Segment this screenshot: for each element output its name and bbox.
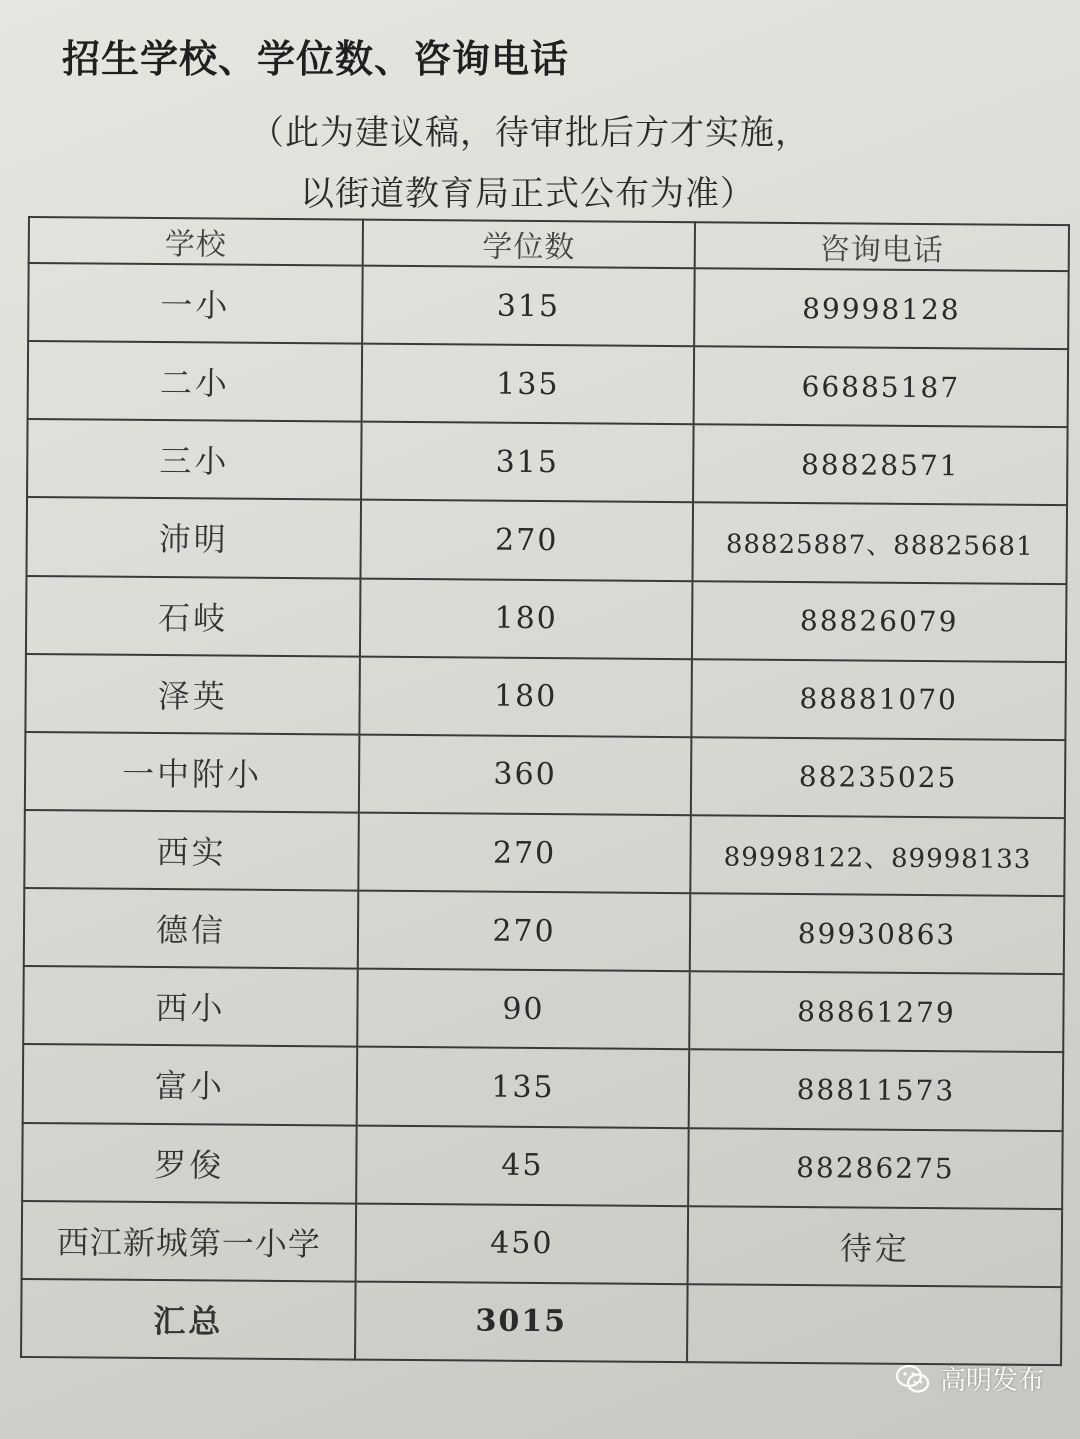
- seat-count: 270: [358, 891, 691, 972]
- school-name: 三小: [27, 419, 362, 500]
- table-row: [22, 1201, 1063, 1287]
- seat-count: 90: [357, 969, 690, 1050]
- school-name: 富小: [23, 1044, 358, 1125]
- table-row: [24, 888, 1065, 974]
- document-note-line2: 以街道教育局正式公布为准）: [300, 174, 755, 214]
- school-name: 西江新城第一小学: [22, 1201, 357, 1282]
- school-name: 沛明: [26, 497, 361, 578]
- document-title: 招生学校、学位数、咨询电话: [62, 37, 570, 81]
- enrollment-table: [20, 216, 1070, 1366]
- table-row: [22, 1123, 1063, 1209]
- school-name: 西实: [24, 810, 359, 891]
- table-row: [26, 497, 1067, 583]
- seat-count: 135: [357, 1047, 690, 1128]
- total-seat-count: 3015: [355, 1281, 688, 1362]
- school-name: 西小: [23, 966, 358, 1047]
- table-row: [23, 1044, 1064, 1130]
- header-school: 学校: [29, 217, 363, 266]
- school-name: 德信: [24, 888, 359, 969]
- phone-number: 89998128: [694, 268, 1069, 349]
- school-name: 二小: [28, 341, 363, 422]
- school-name: 一中附小: [25, 732, 360, 813]
- seat-count: 135: [362, 344, 695, 425]
- school-name: 一小: [28, 263, 363, 344]
- phone-number: 88881070: [691, 659, 1066, 740]
- table-row: [28, 263, 1069, 349]
- seat-count: 270: [358, 813, 691, 894]
- phone-number: 88828571: [693, 425, 1068, 506]
- school-name: 泽英: [25, 654, 360, 735]
- seat-count: 450: [356, 1203, 689, 1284]
- total-label: 汇总: [21, 1279, 356, 1360]
- table-row: [26, 576, 1067, 662]
- header-seats: 学位数: [363, 220, 695, 269]
- seat-count: 270: [360, 500, 693, 581]
- phone-number: 待定: [688, 1206, 1063, 1287]
- table-header-row: [29, 217, 1069, 271]
- phone-number: 89930863: [690, 893, 1065, 974]
- table-row: [27, 419, 1068, 505]
- seat-count: 45: [356, 1125, 689, 1206]
- school-name: 石岐: [26, 576, 361, 657]
- total-row: [21, 1279, 1062, 1365]
- enrollment-table-wrapper: [20, 216, 1068, 1366]
- table-row: [23, 966, 1064, 1052]
- phone-number: 88286275: [688, 1128, 1063, 1209]
- wechat-icon: [896, 1364, 930, 1394]
- table-row: [24, 810, 1065, 896]
- watermark: [896, 1360, 1044, 1397]
- phone-number: 88826079: [692, 581, 1067, 662]
- seat-count: 180: [360, 578, 693, 659]
- seat-count: 315: [361, 422, 694, 503]
- total-phone: [687, 1284, 1062, 1365]
- phone-number: 88811573: [689, 1050, 1064, 1131]
- seat-count: 315: [362, 266, 695, 347]
- seat-count: 180: [359, 656, 692, 737]
- header-phone: 咨询电话: [695, 222, 1069, 271]
- table-row: [28, 341, 1069, 427]
- phone-number: 88235025: [691, 737, 1066, 818]
- phone-number: 89998122、89998133: [690, 815, 1065, 896]
- document-note-line1: （此为建议稿，待审批后方才实施，: [250, 113, 810, 153]
- table-row: [25, 654, 1066, 740]
- school-name: 罗俊: [22, 1123, 357, 1204]
- seat-count: 360: [359, 734, 692, 815]
- phone-number: 66885187: [694, 346, 1069, 427]
- table-row: [25, 732, 1066, 818]
- watermark-text: 高明发布: [939, 1366, 1044, 1396]
- phone-number: 88825887、88825681: [692, 503, 1067, 584]
- phone-number: 88861279: [689, 971, 1064, 1052]
